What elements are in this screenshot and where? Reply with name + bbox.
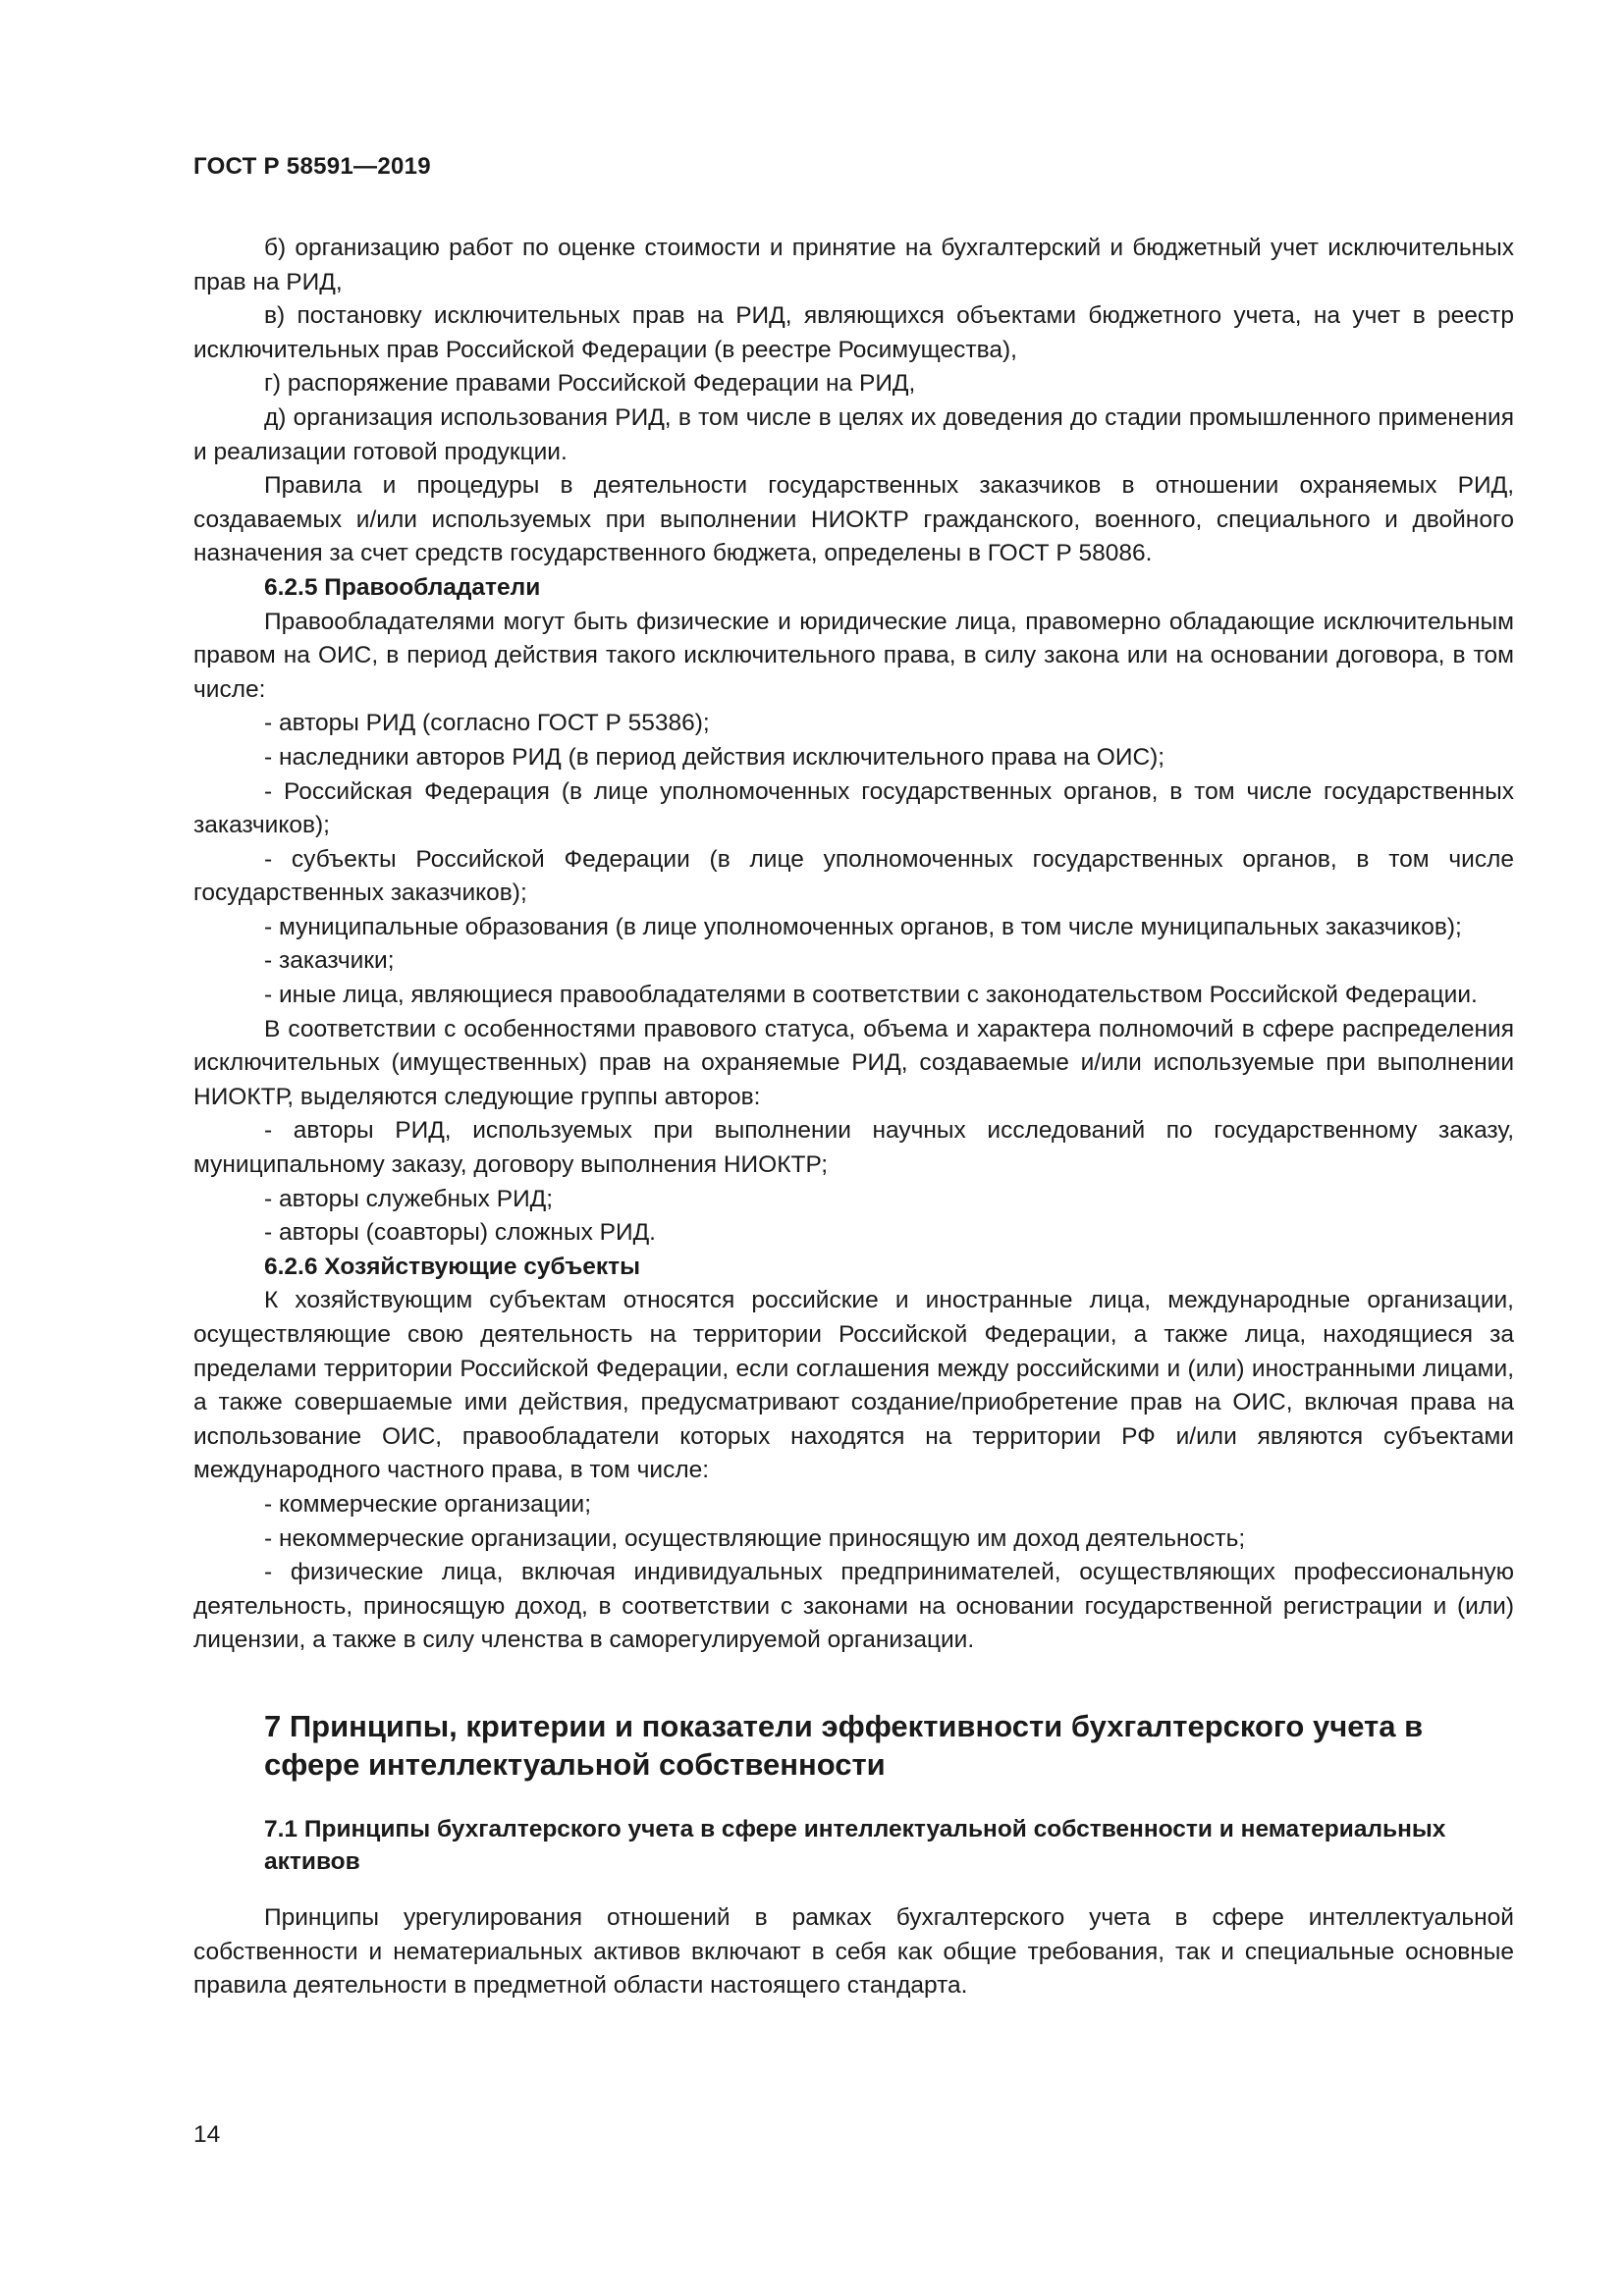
list-item: - авторы (соавторы) сложных РИД. bbox=[264, 1219, 656, 1247]
list-item: - муниципальные образования (в лице уполномоченных органов, в том числе муниципальных заказчиков); bbox=[264, 913, 1462, 940]
list-item: - некоммерческие организации, осуществляющие приносящую им доход деятельность; bbox=[264, 1524, 1246, 1552]
list-item: - авторы РИД (согласно ГОСТ Р 55386); bbox=[264, 710, 710, 737]
body-paragraph: В соответствии с особенностями правового статуса, объема и характера полномочий в сфере распределения исключительных (имущественных) прав на охраняемые РИД, создаваемые и/или используемые при выполнении НИОКТР, выделяются следующие группы авторов: bbox=[193, 1015, 1514, 1110]
list-item: - авторы служебных РИД; bbox=[264, 1185, 554, 1212]
subsection-heading-6-2-5: 6.2.5 Правообладатели bbox=[264, 573, 541, 601]
list-item: - коммерческие организации; bbox=[264, 1490, 592, 1518]
list-item-d: д) организация использования РИД, в том числе в целях их доведения до стадии промышленного применения и реализации готовой продукции. bbox=[193, 403, 1514, 465]
list-item-b: б) организацию работ по оценке стоимости и принятие на бухгалтерский и бюджетный учет исключительных прав на РИД, bbox=[193, 235, 1514, 295]
subsection-heading-7-1: 7.1 Принципы бухгалтерского учета в сфере интеллектуальной собственности и нематериальных активов bbox=[264, 1815, 1446, 1875]
body-paragraph: Правила и процедуры в деятельности государственных заказчиков в отношении охраняемых РИД, создаваемых и/или используемых при выполнении НИОКТР гражданского, военного, специального и двойного назначения за счет средств государственного бюджета, определены в ГОСТ Р 58086. bbox=[193, 472, 1514, 567]
list-item: - заказчики; bbox=[264, 947, 395, 975]
body-paragraph: К хозяйствующим субъектам относятся российские и иностранные лица, международные организации, осуществляющие свою деятельность на территории Российской Федерации, а также лица, находящиеся за пределами территории Российской Федерации, если соглашения между российскими и (или) иностранными лицами, а также совершаемые ими действия, предусматривают создание/приобретение прав на ОИС, включая права на использование ОИС, правообладатели которых находятся на территории РФ и/или являются субъектами международного частного права, в том числе: bbox=[193, 1287, 1514, 1484]
body-paragraph: Принципы урегулирования отношений в рамках бухгалтерского учета в сфере интеллектуальной собственности и нематериальных активов включают в себя как общие требования, так и специальные основные правила деятельности в предметной области настоящего стандарта. bbox=[193, 1903, 1514, 2000]
list-item: - субъекты Российской Федерации (в лице уполномоченных государственных органов, в том числе государственных заказчиков); bbox=[193, 845, 1514, 907]
list-item: - иные лица, являющиеся правообладателями в соответствии с законодательством Российской Федерации. bbox=[264, 982, 1478, 1009]
list-item: - наследники авторов РИД (в период действия исключительного права на ОИС); bbox=[264, 743, 1165, 771]
list-item: - Российская Федерация (в лице уполномоченных государственных органов, в том числе государственных заказчиков); bbox=[193, 777, 1514, 839]
list-item: - авторы РИД, используемых при выполнении научных исследований по государственному заказу, муниципальному заказу, договору выполнения НИОКТР; bbox=[193, 1117, 1514, 1179]
list-item-v: в) постановку исключительных прав на РИД, являющихся объектами бюджетного учета, на учет в реестр исключительных прав Российской Федерации (в реестре Росимущества), bbox=[193, 302, 1514, 363]
list-item-g: г) распоряжение правами Российской Федерации на РИД, bbox=[264, 370, 916, 398]
page-content bbox=[193, 232, 1514, 2003]
document-code-header: ГОСТ Р 58591—2019 bbox=[193, 153, 431, 180]
list-item: - физические лица, включая индивидуальных предпринимателей, осуществляющих профессиональную деятельность, приносящую доход, в соответствии с законами на основании государственной регистрации и (или) лицензии, а также в силу членства в саморегулируемой организации. bbox=[193, 1559, 1514, 1654]
body-paragraph: Правообладателями могут быть физические и юридические лица, правомерно обладающие исключительным правом на ОИС, в период действия такого исключительного права, в силу закона или на основании договора, в том числе: bbox=[193, 608, 1514, 703]
subsection-heading-6-2-6: 6.2.6 Хозяйствующие субъекты bbox=[264, 1253, 641, 1280]
page-number: 14 bbox=[193, 2121, 221, 2148]
section-heading-7: 7 Принципы, критерии и показатели эффективности бухгалтерского учета в сфере интеллектуальной собственности bbox=[264, 1708, 1424, 1782]
